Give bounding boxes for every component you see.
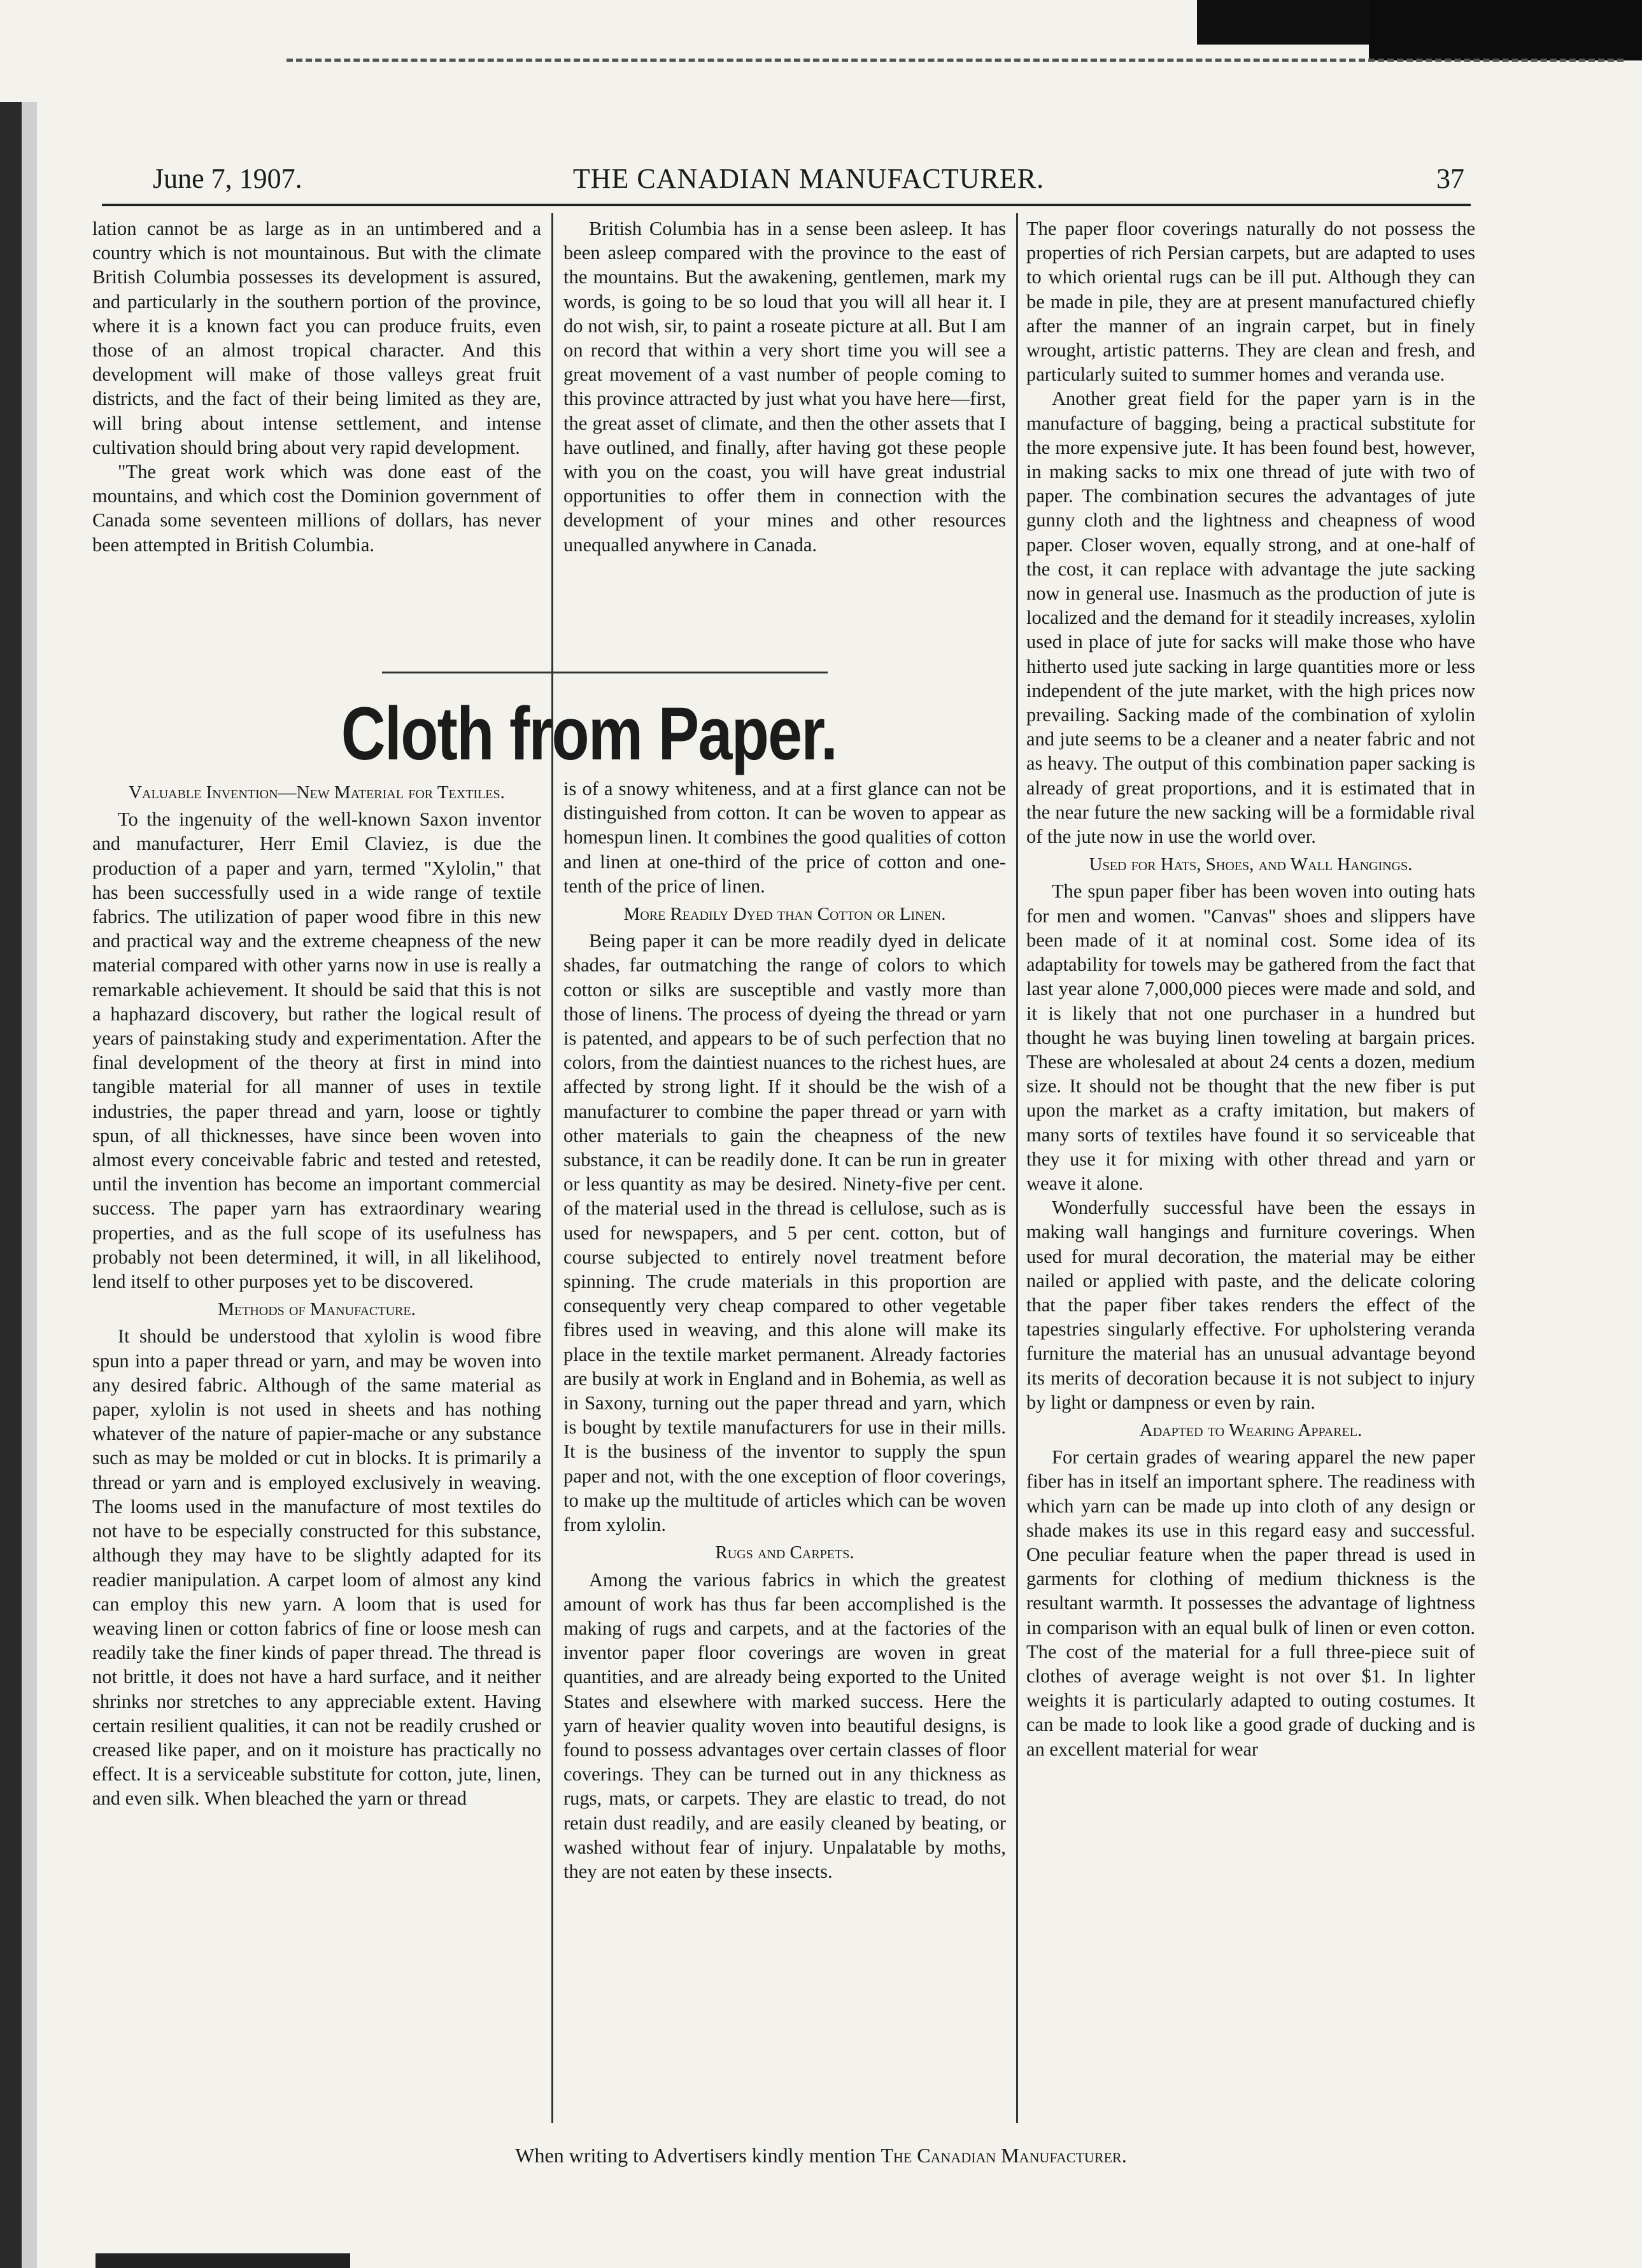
- scan-binding-edge: [22, 102, 37, 2268]
- paragraph: lation cannot be as large as in an untimbered and a country which is not mountainous. But with the climate British Columbia possesses its development is assured, and particularly in the southern portion of the province, where it is a known fact you can produce fruits, even those of an almost tropical character. And this development will make of those valleys great fruit districts, and the fact of their being limited as they are, will bring about intense settlement, and intense cultivation should bring about very rapid development.: [92, 218, 541, 458]
- scan-dashed-line: [287, 59, 1624, 62]
- footer-text: When writing to Advertisers kindly mention: [515, 2144, 881, 2167]
- scan-edge-shadow: [96, 2253, 350, 2268]
- column-divider: [1016, 213, 1018, 2123]
- header-rule: [102, 204, 1471, 206]
- paragraph: The spun paper fiber has been woven into outing hats for men and women. "Canvas" shoes and slippers have been made of it at nominal cost. Some idea of its adaptability for towels may be gathered from the fact that last year alone 7,000,000 pieces were made and sold, and it is likely that not one purchaser in a hundred but thought he was buying linen toweling at bargain prices. These are wholesaled at about 24 cents a dozen, medium size. It should not be thought that the new fiber is put upon the market as a crafty imitation, but makers of many sorts of textiles have found it so serviceable that they use it for mixing with other thread and yarn or weave it alone.: [1026, 880, 1475, 1194]
- article-col3: [1026, 216, 1475, 2120]
- paragraph: It should be understood that xylolin is wood fibre spun into a paper thread or yarn, and may be woven into any desired fabric. Although of the same material as paper, xylolin is not used in sheets and has nothing whatever of the nature of papier-mache or any substance such as may be molded or cut in blocks. It is primarily a thread or yarn and is employed exclusively in weaving. The looms used in the manufacture of most textiles do not have to be especially constructed for this substance, although they may have to be slightly adapted for its readier manipulation. A carpet loom of almost any kind can employ this new yarn. A loom that is used for weaving linen or cotton fabrics of fine or loose mesh can readily take the finer kinds of paper thread. The thread is not brittle, it does not have a hard surface, and it neither shrinks nor stretches to any appreciable extent. Having certain resilient qualities, it can not be readily crushed or creased like paper, and on it moisture has practically no effect. It is a serviceable substitute for cotton, jute, linen, and even silk. When bleached the yarn or thread: [92, 1325, 541, 1810]
- section-heading: Adapted to Wearing Apparel.: [1139, 1419, 1362, 1440]
- paragraph: For certain grades of wearing apparel the new paper fiber has in itself an important sphere. The readiness with which yarn can be made up into cloth of any design or shade makes its use in this regard easy and successful. One peculiar feature when the paper thread is used in garments for clothing of medium thickness is the resultant warmth. It possesses the advantage of lightness in comparison with an equal bulk of linen or even cotton. The cost of the material for a full three-piece suit of clothes of average weight is not over $1. In lighter weights it is particularly adapted to outing costumes. It can be made to look like a good grade of ducking and is an excellent material for wear: [1026, 1446, 1475, 1760]
- paragraph: "The great work which was done east of the mountains, and which cost the Dominion government of Canada some seventeen millions of dollars, has never been attempted in British Columbia.: [92, 461, 541, 556]
- publication-title: THE CANADIAN MANUFACTURER.: [572, 163, 1045, 194]
- paragraph: is of a snowy whiteness, and at a first glance can not be distinguished from cotton. It can be woven to appear as homespun linen. It combines the good qualities of cotton and linen at one-third of the price of cotton and one-tenth of the price of linen.: [563, 778, 1006, 897]
- article-separator: [382, 672, 828, 673]
- paragraph: Wonderfully successful have been the essays in making wall hangings and furniture coverings. When used for mural decoration, the material may be either nailed or applied with paste, and the delicate coloring that the paper fiber takes renders the effect of the tapestries singularly effective. For upholstering veranda furniture the material has an unusual advantage beyond its merits of decoration because it is not subject to injury by light or dampness or even by rain.: [1026, 1197, 1475, 1413]
- paragraph: Among the various fabrics in which the greatest amount of work has thus far been accomplished is the making of rugs and carpets, and at the factories of the inventor paper floor coverings are woven in great quantities, and are already being exported to the United States and elsewhere with marked success. Here the yarn of heavier quality woven into beautiful designs, is found to possess advantages over certain classes of floor coverings. They can be turned out in any thickness as rugs, mats, or carpets. They are elastic to tread, do not retain dust readily, and are easily cleaned by beating, or washed without fear of injury. Unpalatable by moths, they are not eaten by these insects.: [563, 1568, 1006, 1882]
- article-subtitle: Valuable Invention—New Material for Textiles.: [129, 782, 505, 803]
- footer-publication: The Canadian Manufacturer.: [881, 2144, 1127, 2167]
- advertiser-notice: [0, 2144, 1642, 2167]
- paragraph: The paper floor coverings naturally do not possess the properties of rich Persian carpets, but are adapted to uses to which oriental rugs can be ill put. Although they can be made in pile, they are at present manufactured chiefly after the manner of an ingrain carpet, but in finely wrought, artistic patterns. They are clean and fresh, and particularly suited to summer homes and veranda use.: [1026, 218, 1475, 386]
- scan-edge-shadow: [1369, 0, 1642, 60]
- running-header: [153, 162, 1464, 201]
- paragraph: British Columbia has in a sense been asleep. It has been asleep compared with the province to the east of the mountains. But the awakening, gentlemen, mark my words, is going to be so loud that you will all hear it. I do not wish, sir, to paint a roseate picture at all. But I am on record that within a very short time you will see a great movement of a vast number of people coming to this province attracted by just what you have here—first, the great asset of climate, and then the other assets that I have outlined, and finally, after having got these people with you on the coast, you will have great industrial opportunities to offer them in connection with the development of your mines and other resources unequalled anywhere in Canada.: [563, 218, 1006, 556]
- page-number: 37: [1436, 163, 1464, 194]
- paragraph: To the ingenuity of the well-known Saxon inventor and manufacturer, Herr Emil Claviez, is due the production of a paper and yarn, termed "Xylolin," that has been successfully used in a wide range of textile fabrics. The utilization of paper wood fibre in this new and practical way and the extreme cheapness of the new material compared with other yarns now in use is really a remarkable achievement. It should be said that this is not a haphazard discovery, but rather the logical result of years of painstaking study and experimentation. After the final development of the theory at first in mind into tangible material for all manner of uses in textile industries, the paper thread and yarn, loose or tightly spun, of all thicknesses, have since been woven into almost every conceivable fabric and tested and retested, until the invention has become an important commercial success. The paper yarn has extraordinary wearing properties, and as the full scope of its usefulness has probably not been determined, it will, in all likelihood, lend itself to other purposes yet to be discovered.: [92, 808, 541, 1293]
- section-heading: More Readily Dyed than Cotton or Linen.: [623, 904, 946, 925]
- article-col2: [563, 777, 1006, 2120]
- issue-date: June 7, 1907.: [153, 163, 302, 194]
- section-heading: Methods of Manufacture.: [218, 1299, 416, 1320]
- continued-article-col2: [563, 216, 1006, 656]
- paragraph: Being paper it can be more readily dyed in delicate shades, far outmatching the range of colors to which cotton or silks are susceptible and vastly more than those of linens. The process of dyeing the thread or yarn is patented, and appears to be of such perfection that no colors, from the daintiest nuances to the richest hues, are affected by strong light. If it should be the wish of a manufacturer to combine the paper thread or yarn with other materials to gain the cheapness of the new substance, it can be readily done. It can be run in greater or less quantity as may be desired. Ninety-five per cent. of the material used in the thread is cellulose, such as is used for newspapers, and 5 per cent. cotton, but of course subjected to entirely novel treatment before spinning. The crude materials in this proportion are consequently very cheap compared to other vegetable fibres used in weaving, and this alone will make its place in the textile market permanent. Already factories are busily at work in England and in Bohemia, as well as in Saxony, turning out the paper thread and yarn, which is bought by textile manufacturers for use in their mills. It is the business of the inventor to supply the spun paper and not, with the one exception of floor coverings, to make up the multitude of articles which can be woven from xylolin.: [563, 930, 1006, 1536]
- section-heading: Rugs and Carpets.: [715, 1542, 854, 1563]
- article-col1: [92, 777, 541, 2120]
- article-title: Cloth from Paper.: [341, 692, 837, 776]
- paragraph: Another great field for the paper yarn is in the manufacture of bagging, being a practical substitute for the more expensive jute. It has been found best, however, in making sacks to mix one thread of jute with two of paper. The combination secures the advantages of jute gunny cloth and the lightness and cheapness of wood paper. Closer woven, equally strong, and at one-half of the cost, it can replace with advantage the jute sacking now in general use. Inasmuch as the production of jute is localized and the demand for it steadily increases, xylolin used in place of jute for sacks will make those who have hitherto used jute sacking in large quantities more or less independent of the jute market, with the high prices now prevailing. Sacking made of the combination of xylolin and jute seems to be a cleaner and a neater fabric and not as heavy. The output of this combination paper sacking is already of great proportions, and it is estimated that in the near future the new sacking will be a formidable rival of the jute now in use the world over.: [1026, 388, 1475, 848]
- column-divider: [551, 213, 553, 2123]
- scan-binding-shadow: [0, 102, 22, 2268]
- continued-article-col1: [92, 216, 541, 656]
- section-heading: Used for Hats, Shoes, and Wall Hangings.: [1089, 854, 1413, 875]
